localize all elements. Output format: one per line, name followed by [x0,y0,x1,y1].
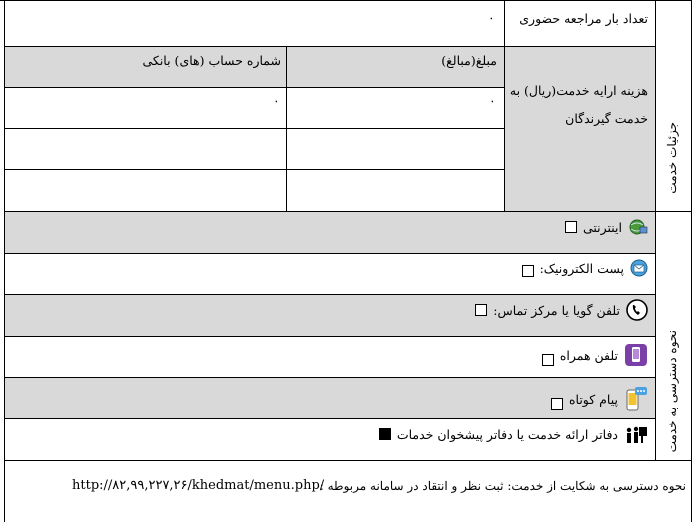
line-v-label [504,0,505,211]
section-details-title: جزئیات خدمت [665,122,679,194]
line-v-section [655,0,656,460]
line-h-253 [4,253,656,254]
email-icon [630,259,648,277]
option-office[interactable] [379,424,648,444]
phone-label: تلفن گویا یا مرکز تماس: [493,302,620,318]
internet-icon [628,218,648,236]
cost-label: هزینه ارایه خدمت(ریال) به خدمت گیرندگان [509,83,648,126]
office-icon [624,424,648,444]
line-v-left [4,0,5,522]
line-h-top [0,0,692,1]
line-h-211 [4,211,692,212]
option-row-bg-1 [4,212,656,253]
line-h-418 [4,418,656,419]
complaint-label: نحوه دسترسی به شکایت از خدمت: ثبت نظر و انتقاد در سامانه مربوطه : [319,479,686,493]
line-h-87 [4,87,505,88]
option-email[interactable] [522,259,648,277]
account-value: ۰ [273,93,280,108]
amount-value: ۰ [489,93,496,108]
section-access-title: نحوه دسترسی به خدمت [665,330,679,453]
account-header: شماره حساب (های) بانکی [142,53,281,68]
option-sms[interactable] [551,386,648,412]
line-v-right [691,0,692,522]
email-checkbox[interactable] [522,265,534,277]
internet-checkbox[interactable] [565,221,577,233]
line-h-336 [4,336,656,337]
line-h-46 [4,46,656,47]
phone-icon [626,299,648,321]
mobile-icon [624,343,648,367]
mobile-label: تلفن همراه [559,347,618,363]
mobile-checkbox[interactable] [542,354,554,366]
line-h-460 [4,460,692,461]
line-h-128 [4,128,505,129]
internet-label: اینترنتی [582,219,622,235]
office-checkbox[interactable] [379,428,391,440]
option-mobile[interactable] [542,343,648,367]
visit-count-value: ۰ [488,10,495,25]
sms-label: پیام کوتاه [568,391,618,407]
line-h-294 [4,294,656,295]
line-v-amount [286,47,287,211]
sms-icon [624,386,648,412]
email-label: پست الکترونیک: [539,260,624,276]
option-phone[interactable] [475,299,648,321]
office-label: دفاتر ارائه خدمت یا دفاتر پیشخوان خدمات [396,426,618,442]
sms-checkbox[interactable] [551,398,563,410]
phone-checkbox[interactable] [475,304,487,316]
amount-header: مبلغ(مبالغ) [441,53,497,68]
line-h-377 [4,377,656,378]
option-internet[interactable] [565,218,648,236]
visit-count-label: تعداد بار مراجعه حضوری [519,11,648,26]
line-h-169 [4,169,505,170]
complaint-url[interactable]: http://۸۲,۹۹,۲۲۷,۲۶/khedmat/menu.php/ [72,478,325,493]
